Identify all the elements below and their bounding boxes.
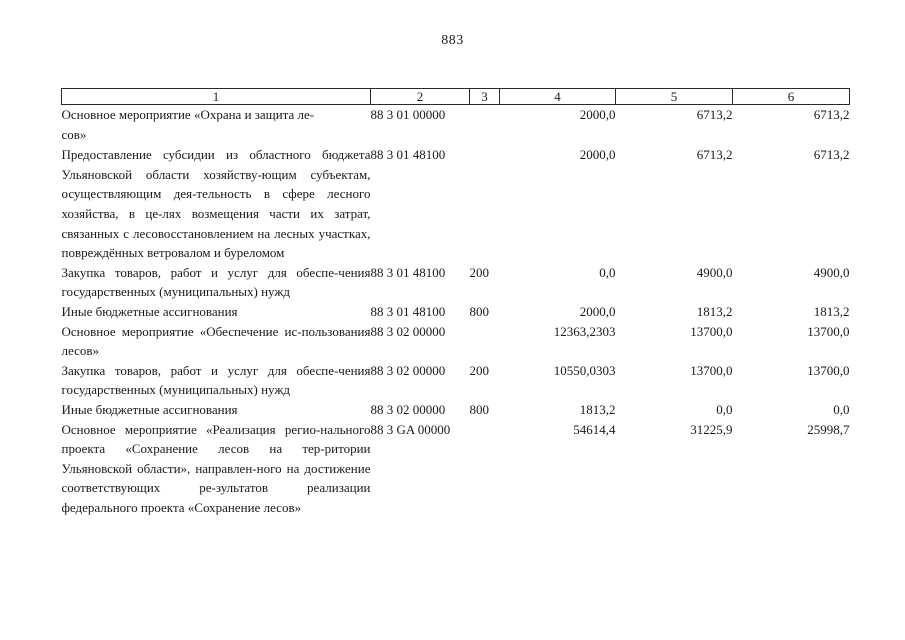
table-row: [62, 322, 850, 361]
row-code: 88 3 01 48100: [370, 147, 446, 163]
row-code: 88 3 01 00000: [370, 107, 446, 122]
budget-table: [61, 88, 850, 517]
row-code: 88 3 GA 00000: [370, 421, 451, 437]
row-expense-type: [470, 420, 500, 518]
row-col6-value: 13700,0: [807, 323, 850, 339]
row-col6-value: 6713,2: [813, 107, 850, 122]
row-col5-value: 13700,0: [690, 323, 733, 339]
row-col5-value: 6713,2: [696, 147, 733, 163]
row-col4-value: 0,0: [599, 264, 616, 280]
page-number: 883: [441, 33, 464, 48]
header-col-2: 2: [371, 89, 470, 105]
row-description: Основное мероприятие «Обеспечение ис-пользования лесов»: [61, 323, 371, 359]
row-code: 88 3 02 00000: [370, 362, 446, 378]
header-col-6: 6: [733, 89, 850, 105]
row-expense-type: 800: [469, 401, 489, 417]
header-col-5: 5: [616, 89, 733, 105]
row-col6-value: 25998,7: [807, 421, 850, 437]
row-description: Закупка товаров, работ и услуг для обеспе-чения государственных (муниципальных) нужд: [61, 362, 371, 398]
row-col5-value: 31225,9: [690, 421, 733, 437]
table-row: [62, 144, 850, 263]
row-description: Предоставление субсидии из областного бюджета Ульяновской области хозяйству-ющим субъектам, осуществляющим дея-тельность в сфере лесного хозяйства, в це-лях возмещения части их затрат, связанных с лесовосстановлением на лесных участках, повреждённых ветровалом и буреломом: [61, 147, 371, 261]
table-row: [62, 263, 850, 302]
row-col6-value: 1813,2: [813, 303, 850, 319]
table-row: [62, 361, 850, 400]
header-col-1: 1: [62, 89, 371, 105]
table-row: [62, 420, 850, 518]
row-col5-value: 6713,2: [696, 107, 733, 122]
row-description: Иные бюджетные ассигнования: [61, 303, 238, 319]
row-expense-type: 200: [469, 362, 489, 378]
row-col4-value: 2000,0: [579, 147, 616, 163]
row-col4-value: 1813,2: [579, 401, 616, 417]
row-col6-value: 0,0: [833, 401, 850, 417]
row-code: 88 3 02 00000: [370, 323, 446, 339]
header-col-4: 4: [500, 89, 616, 105]
row-expense-type: [470, 144, 500, 263]
header-col-3: 3: [470, 89, 500, 105]
row-col4-value: 2000,0: [579, 107, 616, 122]
row-col6-value: 13700,0: [807, 362, 850, 378]
row-expense-type: 200: [469, 264, 489, 280]
row-code: 88 3 01 48100: [370, 264, 446, 280]
row-expense-type: [470, 322, 500, 361]
row-code: 88 3 02 00000: [370, 401, 446, 417]
row-col4-value: 12363,2303: [553, 323, 616, 339]
row-expense-type: 800: [469, 303, 489, 319]
row-col4-value: 54614,4: [573, 421, 616, 437]
row-description: Иные бюджетные ассигнования: [61, 401, 238, 417]
row-col5-value: 4900,0: [696, 264, 733, 280]
table-row: [62, 105, 850, 145]
row-description: [62, 105, 371, 145]
table-row: [62, 400, 850, 420]
row-col4-value: 10550,0303: [553, 362, 616, 378]
row-col6-value: 4900,0: [813, 264, 850, 280]
row-expense-type: [470, 105, 500, 145]
row-col6-value: 6713,2: [813, 147, 850, 163]
row-col5-value: 13700,0: [690, 362, 733, 378]
table-row: [62, 302, 850, 322]
row-description-text: Основное мероприятие «Охрана и защита ле- сов»: [61, 107, 315, 142]
row-col4-value: 2000,0: [579, 303, 616, 319]
row-col5-value: 0,0: [716, 401, 733, 417]
table-header-row: [62, 89, 850, 105]
row-col5-value: 1813,2: [696, 303, 733, 319]
row-code: 88 3 01 48100: [370, 303, 446, 319]
row-description: Основное мероприятие «Реализация регио-нального проекта «Сохранение лесов на тер-ритории Ульяновской области», направлен-ного на достижение соответствующих ре-зультатов реализации федерального проекта «Сохранение лесов»: [61, 421, 371, 515]
row-description: Закупка товаров, работ и услуг для обеспе-чения государственных (муниципальных) нужд: [61, 264, 371, 300]
